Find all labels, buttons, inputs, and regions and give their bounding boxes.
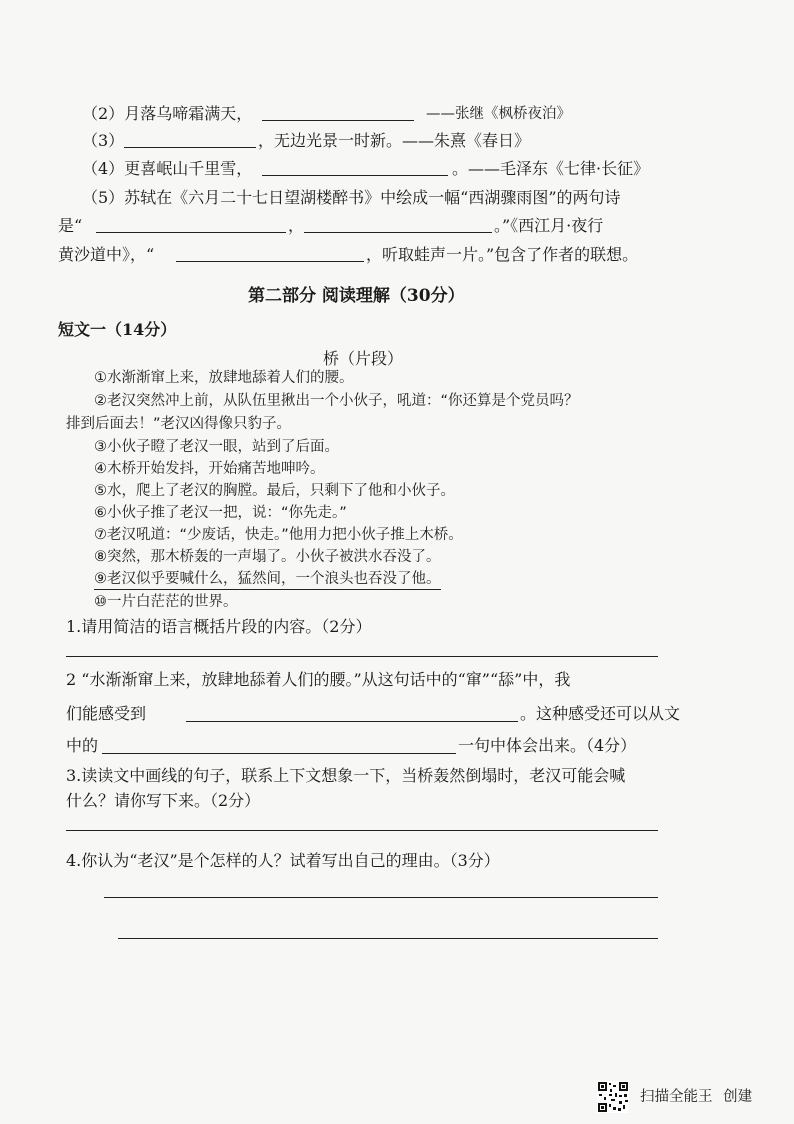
paragraph-8: ⑧突然，那木桥轰的一声塌了。小伙子被洪水吞没了。 bbox=[94, 549, 441, 565]
q3-answer-line[interactable] bbox=[66, 830, 658, 831]
question-2-line2-start: 们能感受到 bbox=[66, 704, 147, 723]
question-4: 4.你认为“老汉”是个怎样的人？试着写出自己的理由。（3分） bbox=[66, 851, 500, 870]
q4-source: 。——毛泽东《七律·长征》 bbox=[452, 159, 650, 178]
question-3-line2: 什么？请你写下来。（2分） bbox=[66, 791, 261, 810]
q2-text: 月落乌啼霜满天， bbox=[124, 104, 253, 123]
scanner-watermark bbox=[640, 1085, 752, 1106]
q2-sentence-blank[interactable] bbox=[102, 739, 456, 754]
q4-number: （4） bbox=[82, 159, 125, 178]
passage-title: 桥（片段） bbox=[323, 349, 404, 368]
q2-source: ——张继《枫桥夜泊》 bbox=[426, 106, 571, 122]
section-title: 第二部分 阅读理解（30分） bbox=[248, 286, 465, 306]
q5-comma: ， bbox=[288, 216, 305, 235]
qr-code-icon bbox=[597, 1081, 629, 1113]
q4-text: 更喜岷山千里雪， bbox=[124, 159, 253, 178]
q3-text: ，无边光景一时新。——朱熹《春日》 bbox=[258, 131, 531, 150]
paragraph-3: ③小伙子瞪了老汉一眼，站到了后面。 bbox=[94, 439, 339, 455]
q5-line2-end: 。”《西江月·夜行 bbox=[494, 216, 604, 235]
q5-blank-1[interactable] bbox=[96, 218, 286, 233]
question-1: 1.请用简洁的语言概括片段的内容。（2分） bbox=[66, 617, 372, 636]
question-3-line1: 3.读读文中画线的句子，联系上下文想象一下，当桥轰然倒塌时，老汉可能会喊 bbox=[66, 766, 626, 785]
question-2-line2-end: 。这种感受还可以从文 bbox=[520, 704, 681, 723]
q5-line2-start: 是“ bbox=[58, 216, 83, 235]
app-name: 扫描全能王 bbox=[640, 1089, 713, 1105]
question-2-line1: 2 “水渐渐窜上来，放肆地舔着人们的腰。”从这句话中的“窜”“舔”中，我 bbox=[66, 670, 571, 689]
q5-line3-start: 黄沙道中》，“ bbox=[58, 245, 155, 264]
q4-answer-line-2[interactable] bbox=[118, 938, 658, 939]
q5-line1: （5）苏轼在《六月二十七日望湖楼醉书》中绘成一幅“西湖骤雨图”的两句诗 bbox=[82, 188, 621, 207]
paragraph-5: ⑤水，爬上了老汉的胸膛。最后，只剩下了他和小伙子。 bbox=[94, 483, 455, 499]
paragraph-4: ④木桥开始发抖，开始痛苦地呻吟。 bbox=[94, 461, 325, 477]
q3-number: （3） bbox=[82, 131, 125, 150]
paragraph-2-cont: 排到后面去！”老汉凶得像只豹子。 bbox=[66, 416, 292, 432]
q5-blank-3[interactable] bbox=[176, 247, 364, 262]
paragraph-10: ⑩一片白茫茫的世界。 bbox=[94, 594, 238, 610]
q5-line3-end: ，听取蛙声一片。”包含了作者的联想。 bbox=[366, 245, 639, 264]
paragraph-6: ⑥小伙子推了老汉一把，说：“你先走。” bbox=[94, 505, 347, 521]
paragraph-2: ②老汉突然冲上前，从队伍里揪出一个小伙子，吼道：“你还算是个党员吗？ bbox=[94, 393, 579, 409]
q2-answer-blank[interactable] bbox=[262, 106, 414, 121]
poem-q2 bbox=[82, 104, 252, 124]
paragraph-7: ⑦老汉吼道：“少废话，快走。”他用力把小伙子推上木桥。 bbox=[94, 527, 463, 543]
passage-label: 短文一（14分） bbox=[58, 320, 177, 339]
question-2-line3-end: 一句中体会出来。（4分） bbox=[458, 736, 637, 755]
paragraph-1: ①水渐渐窜上来，放肆地舔着人们的腰。 bbox=[94, 370, 354, 386]
watermark-action: 创建 bbox=[723, 1089, 753, 1105]
q2-feeling-blank[interactable] bbox=[186, 707, 518, 722]
q1-answer-line[interactable] bbox=[66, 656, 658, 657]
q4-answer-line-1[interactable] bbox=[104, 897, 658, 898]
question-2-line3-start: 中的 bbox=[66, 736, 99, 755]
paragraph-9-underlined: ⑨老汉似乎要喊什么，猛然间，一个浪头也吞没了他。 bbox=[94, 570, 441, 590]
poem-q4 bbox=[82, 159, 252, 179]
q4-answer-blank[interactable] bbox=[262, 161, 448, 176]
q3-answer-blank[interactable] bbox=[124, 133, 256, 148]
q2-number: （2） bbox=[82, 104, 125, 123]
q5-blank-2[interactable] bbox=[304, 218, 492, 233]
